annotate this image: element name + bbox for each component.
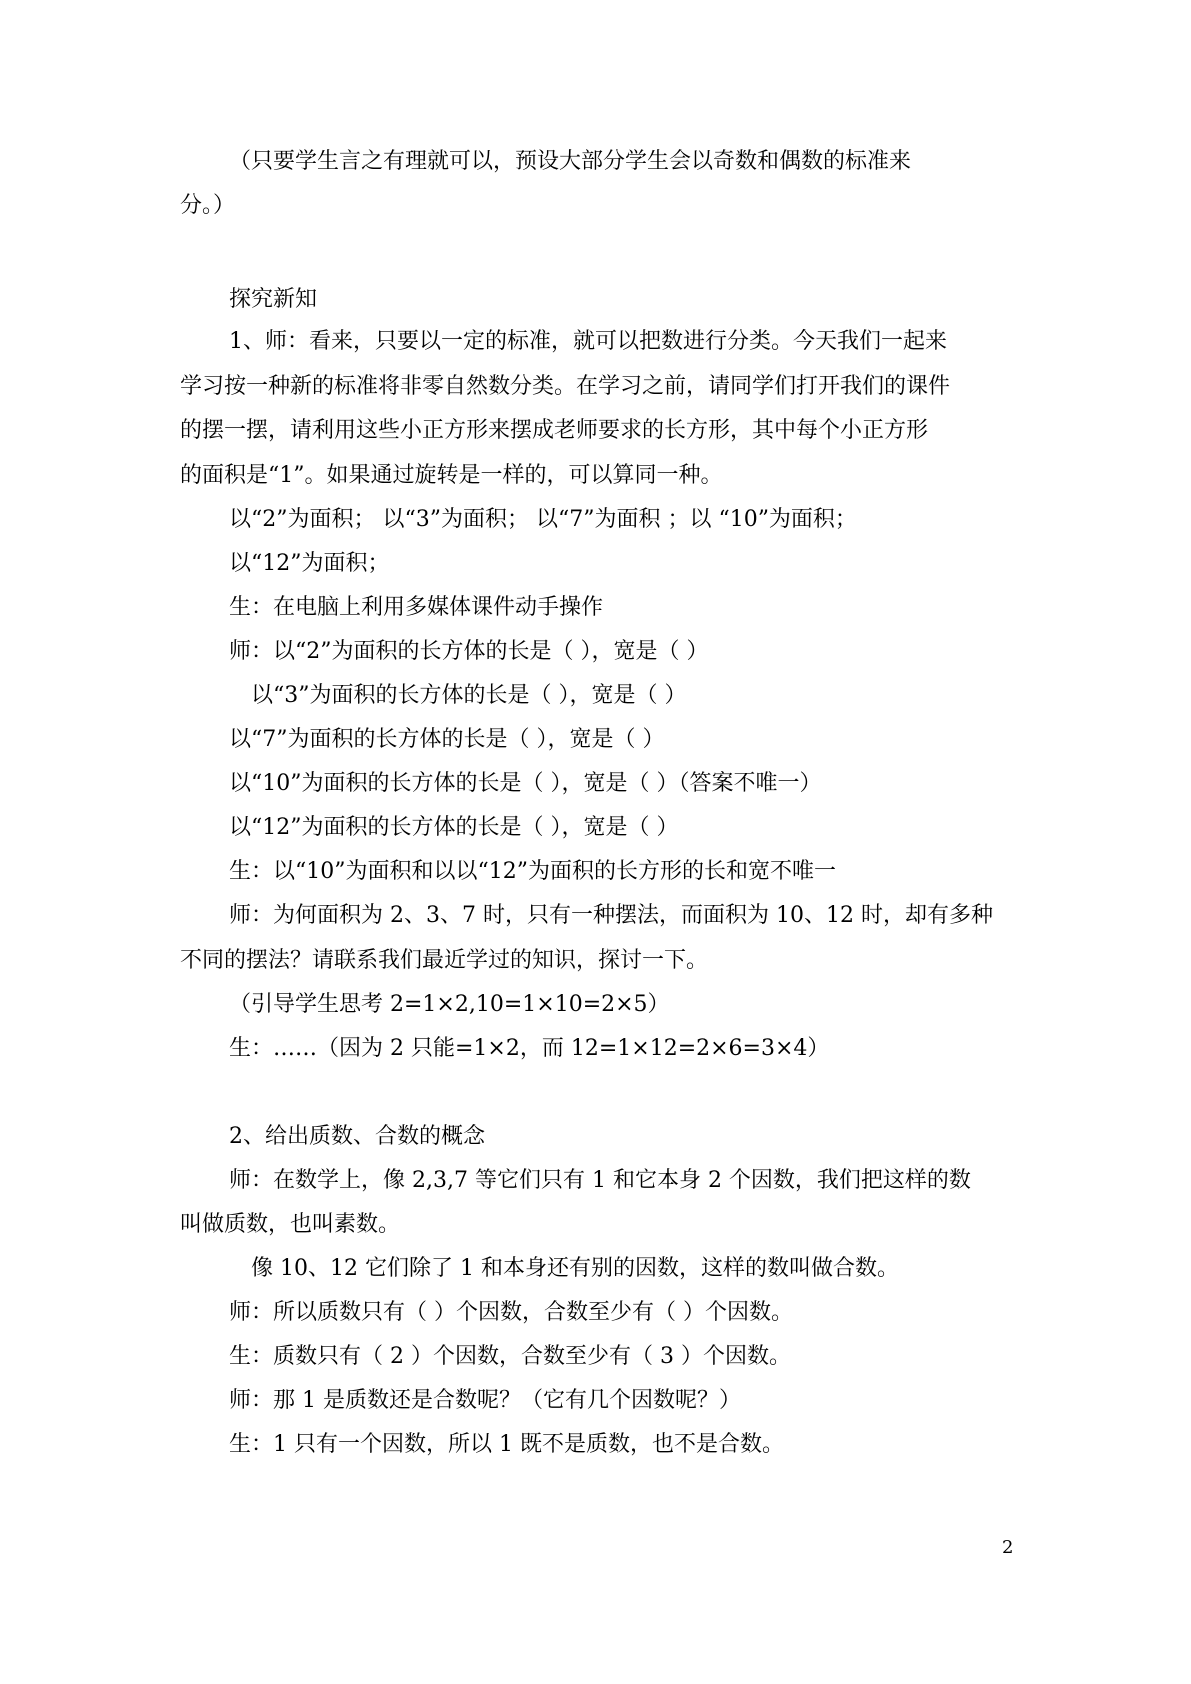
- paragraph-line: 的摆一摆，请利用这些小正方形来摆成老师要求的长方形，其中每个小正方形: [180, 418, 929, 443]
- paragraph-line: 分。）: [180, 193, 236, 218]
- paragraph-line: 生：以“10”为面积和以以“12”为面积的长方形的长和宽不唯一: [229, 859, 836, 884]
- paragraph-line: 学习按一种新的标准将非零自然数分类。在学习之前，请同学们打开我们的课件: [180, 374, 951, 399]
- paragraph-line: 生：1 只有一个因数，所以 1 既不是质数，也不是合数。: [229, 1432, 784, 1457]
- paragraph-line: 1、师：看来，只要以一定的标准，就可以把数进行分类。今天我们一起来: [229, 329, 947, 354]
- paragraph-line: 的面积是“1”。如果通过旋转是一样的，可以算同一种。: [180, 463, 723, 488]
- paragraph-line: 以“2”为面积； 以“3”为面积； 以“7”为面积 ；以 “10”为面积；: [229, 507, 857, 532]
- paragraph-line: 师：那 1 是质数还是合数呢？（它有几个因数呢？）: [229, 1388, 741, 1413]
- section-heading: 探究新知: [229, 287, 318, 312]
- paragraph-line: 以“3”为面积的长方体的长是（ ），宽是（ ）: [251, 683, 687, 708]
- paragraph-line: 师：为何面积为 2、3、7 时，只有一种摆法，而面积为 10、12 时，却有多种: [229, 903, 993, 928]
- paragraph-line: 生：在电脑上利用多媒体课件动手操作: [229, 595, 604, 620]
- paragraph-line: 师：以“2”为面积的长方体的长是（ ），宽是（ ）: [229, 639, 709, 664]
- paragraph-line: 不同的摆法？请联系我们最近学过的知识，探讨一下。: [180, 948, 709, 973]
- paragraph-line: （只要学生言之有理就可以，预设大部分学生会以奇数和偶数的标准来: [229, 149, 912, 174]
- paragraph-line: 生：……（因为 2 只能=1×2，而 12=1×12=2×6=3×4）: [229, 1036, 830, 1061]
- paragraph-line: 生：质数只有（ 2 ）个因数，合数至少有（ 3 ）个因数。: [229, 1344, 791, 1369]
- paragraph-line: 以“12”为面积的长方体的长是（ ），宽是（ ）: [229, 815, 679, 840]
- paragraph-line: 以“7”为面积的长方体的长是（ ），宽是（ ）: [229, 727, 665, 752]
- paragraph-line: 师：所以质数只有（ ）个因数，合数至少有（ ）个因数。: [229, 1300, 793, 1325]
- paragraph-line: 以“10”为面积的长方体的长是（ ），宽是（ ）（答案不唯一）: [229, 771, 822, 796]
- paragraph-line: 像 10、12 它们除了 1 和本身还有别的因数，这样的数叫做合数。: [251, 1256, 899, 1281]
- paragraph-line: 以“12”为面积；: [229, 551, 390, 576]
- page-number: 2: [1002, 1537, 1014, 1558]
- paragraph-line: 叫做质数，也叫素数。: [180, 1212, 401, 1237]
- paragraph-line: 师：在数学上，像 2,3,7 等它们只有 1 和它本身 2 个因数，我们把这样的数: [229, 1168, 971, 1193]
- section-heading: 2、给出质数、合数的概念: [229, 1124, 485, 1149]
- paragraph-line: （引导学生思考 2=1×2,10=1×10=2×5）: [229, 992, 670, 1017]
